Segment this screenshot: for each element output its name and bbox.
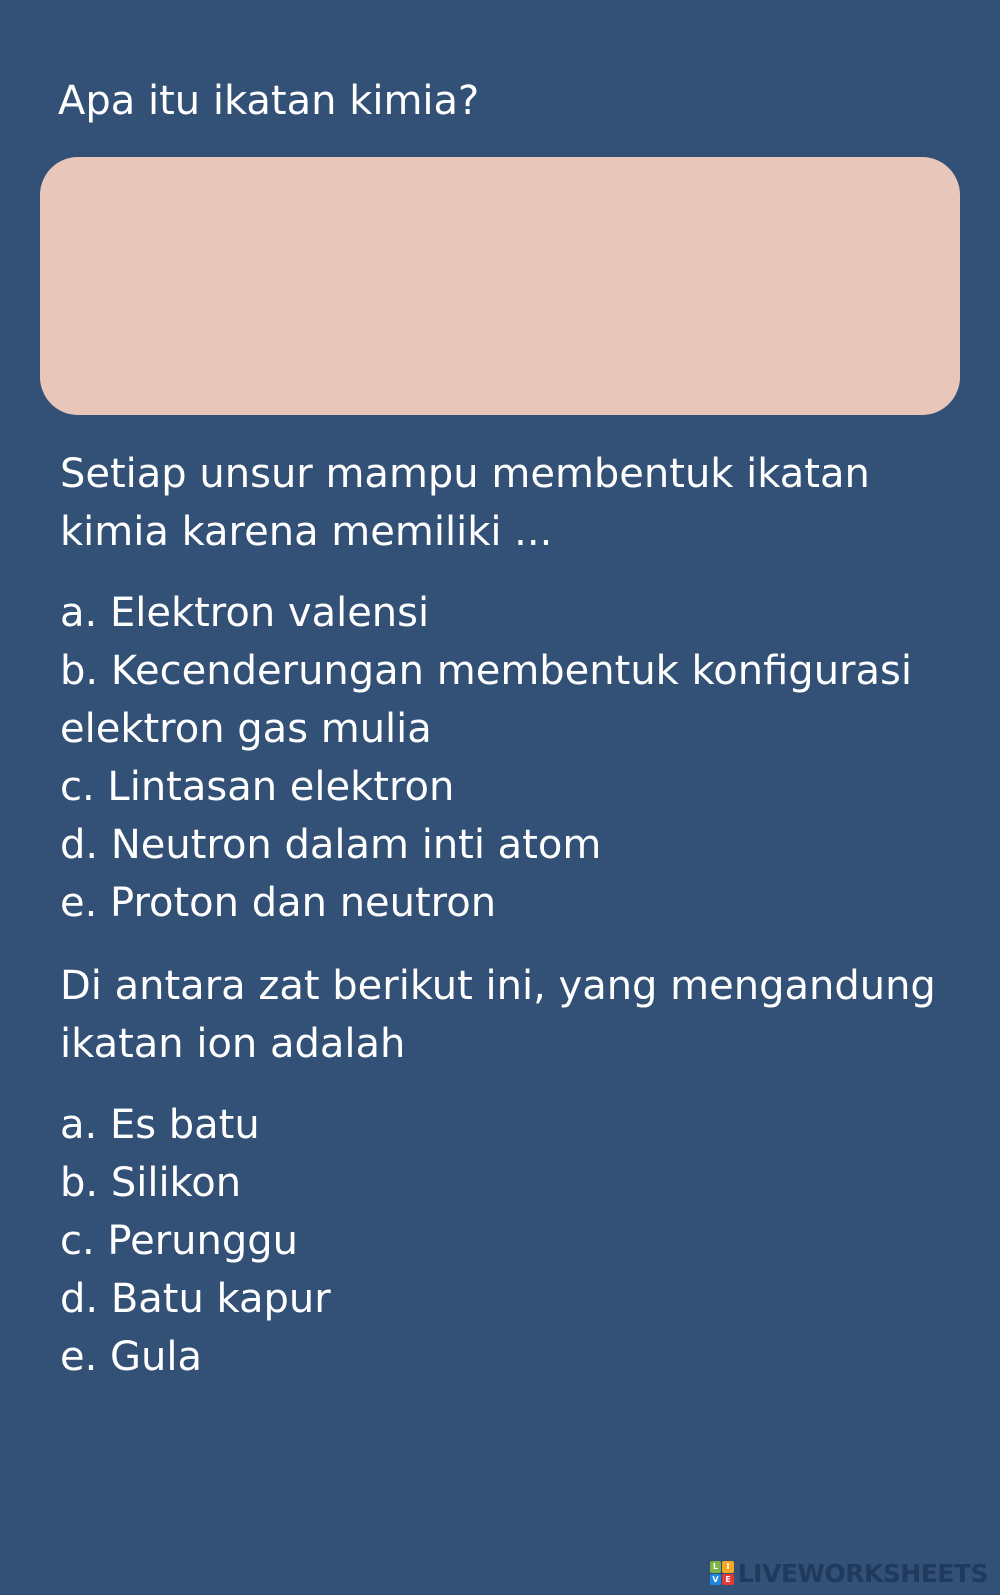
logo-icon-cell: E: [722, 1574, 734, 1586]
question-2: [60, 445, 870, 561]
logo-icon-cell: I: [722, 1561, 734, 1573]
question-3: [60, 957, 936, 1073]
option-e: e. Proton dan neutron: [60, 880, 497, 926]
question-3-options: [60, 1096, 331, 1386]
option-a: a. Elektron valensi: [60, 590, 430, 636]
logo-icon-cell: L: [710, 1561, 722, 1573]
liveworksheets-logo: [710, 1559, 988, 1587]
liveworksheets-logo-icon: [710, 1561, 734, 1585]
logo-icon-cell: V: [710, 1574, 722, 1586]
option-b: b. Silikon: [60, 1160, 242, 1206]
option-e: e. Gula: [60, 1334, 203, 1380]
question-3-line: ikatan ion adalah: [60, 1021, 406, 1067]
question-2-options: [60, 584, 912, 932]
liveworksheets-logo-text: LIVEWORKSHEETS: [737, 1558, 988, 1588]
option-a: a. Es batu: [60, 1102, 260, 1148]
question-2-line: Setiap unsur mampu membentuk ikatan: [60, 451, 870, 497]
option-d: d. Batu kapur: [60, 1276, 331, 1322]
option-b: b. Kecenderungan membentuk konfigurasi: [60, 648, 912, 694]
question-2-line: kimia karena memiliki ...: [60, 509, 553, 555]
answer-input-box[interactable]: [40, 157, 960, 415]
option-b-continued: elektron gas mulia: [60, 706, 432, 752]
question-1-text: Apa itu ikatan kimia?: [58, 78, 480, 124]
option-c: c. Perunggu: [60, 1218, 299, 1264]
option-d: d. Neutron dalam inti atom: [60, 822, 602, 868]
option-c: c. Lintasan elektron: [60, 764, 455, 810]
question-3-line: Di antara zat berikut ini, yang mengandung: [60, 963, 936, 1009]
